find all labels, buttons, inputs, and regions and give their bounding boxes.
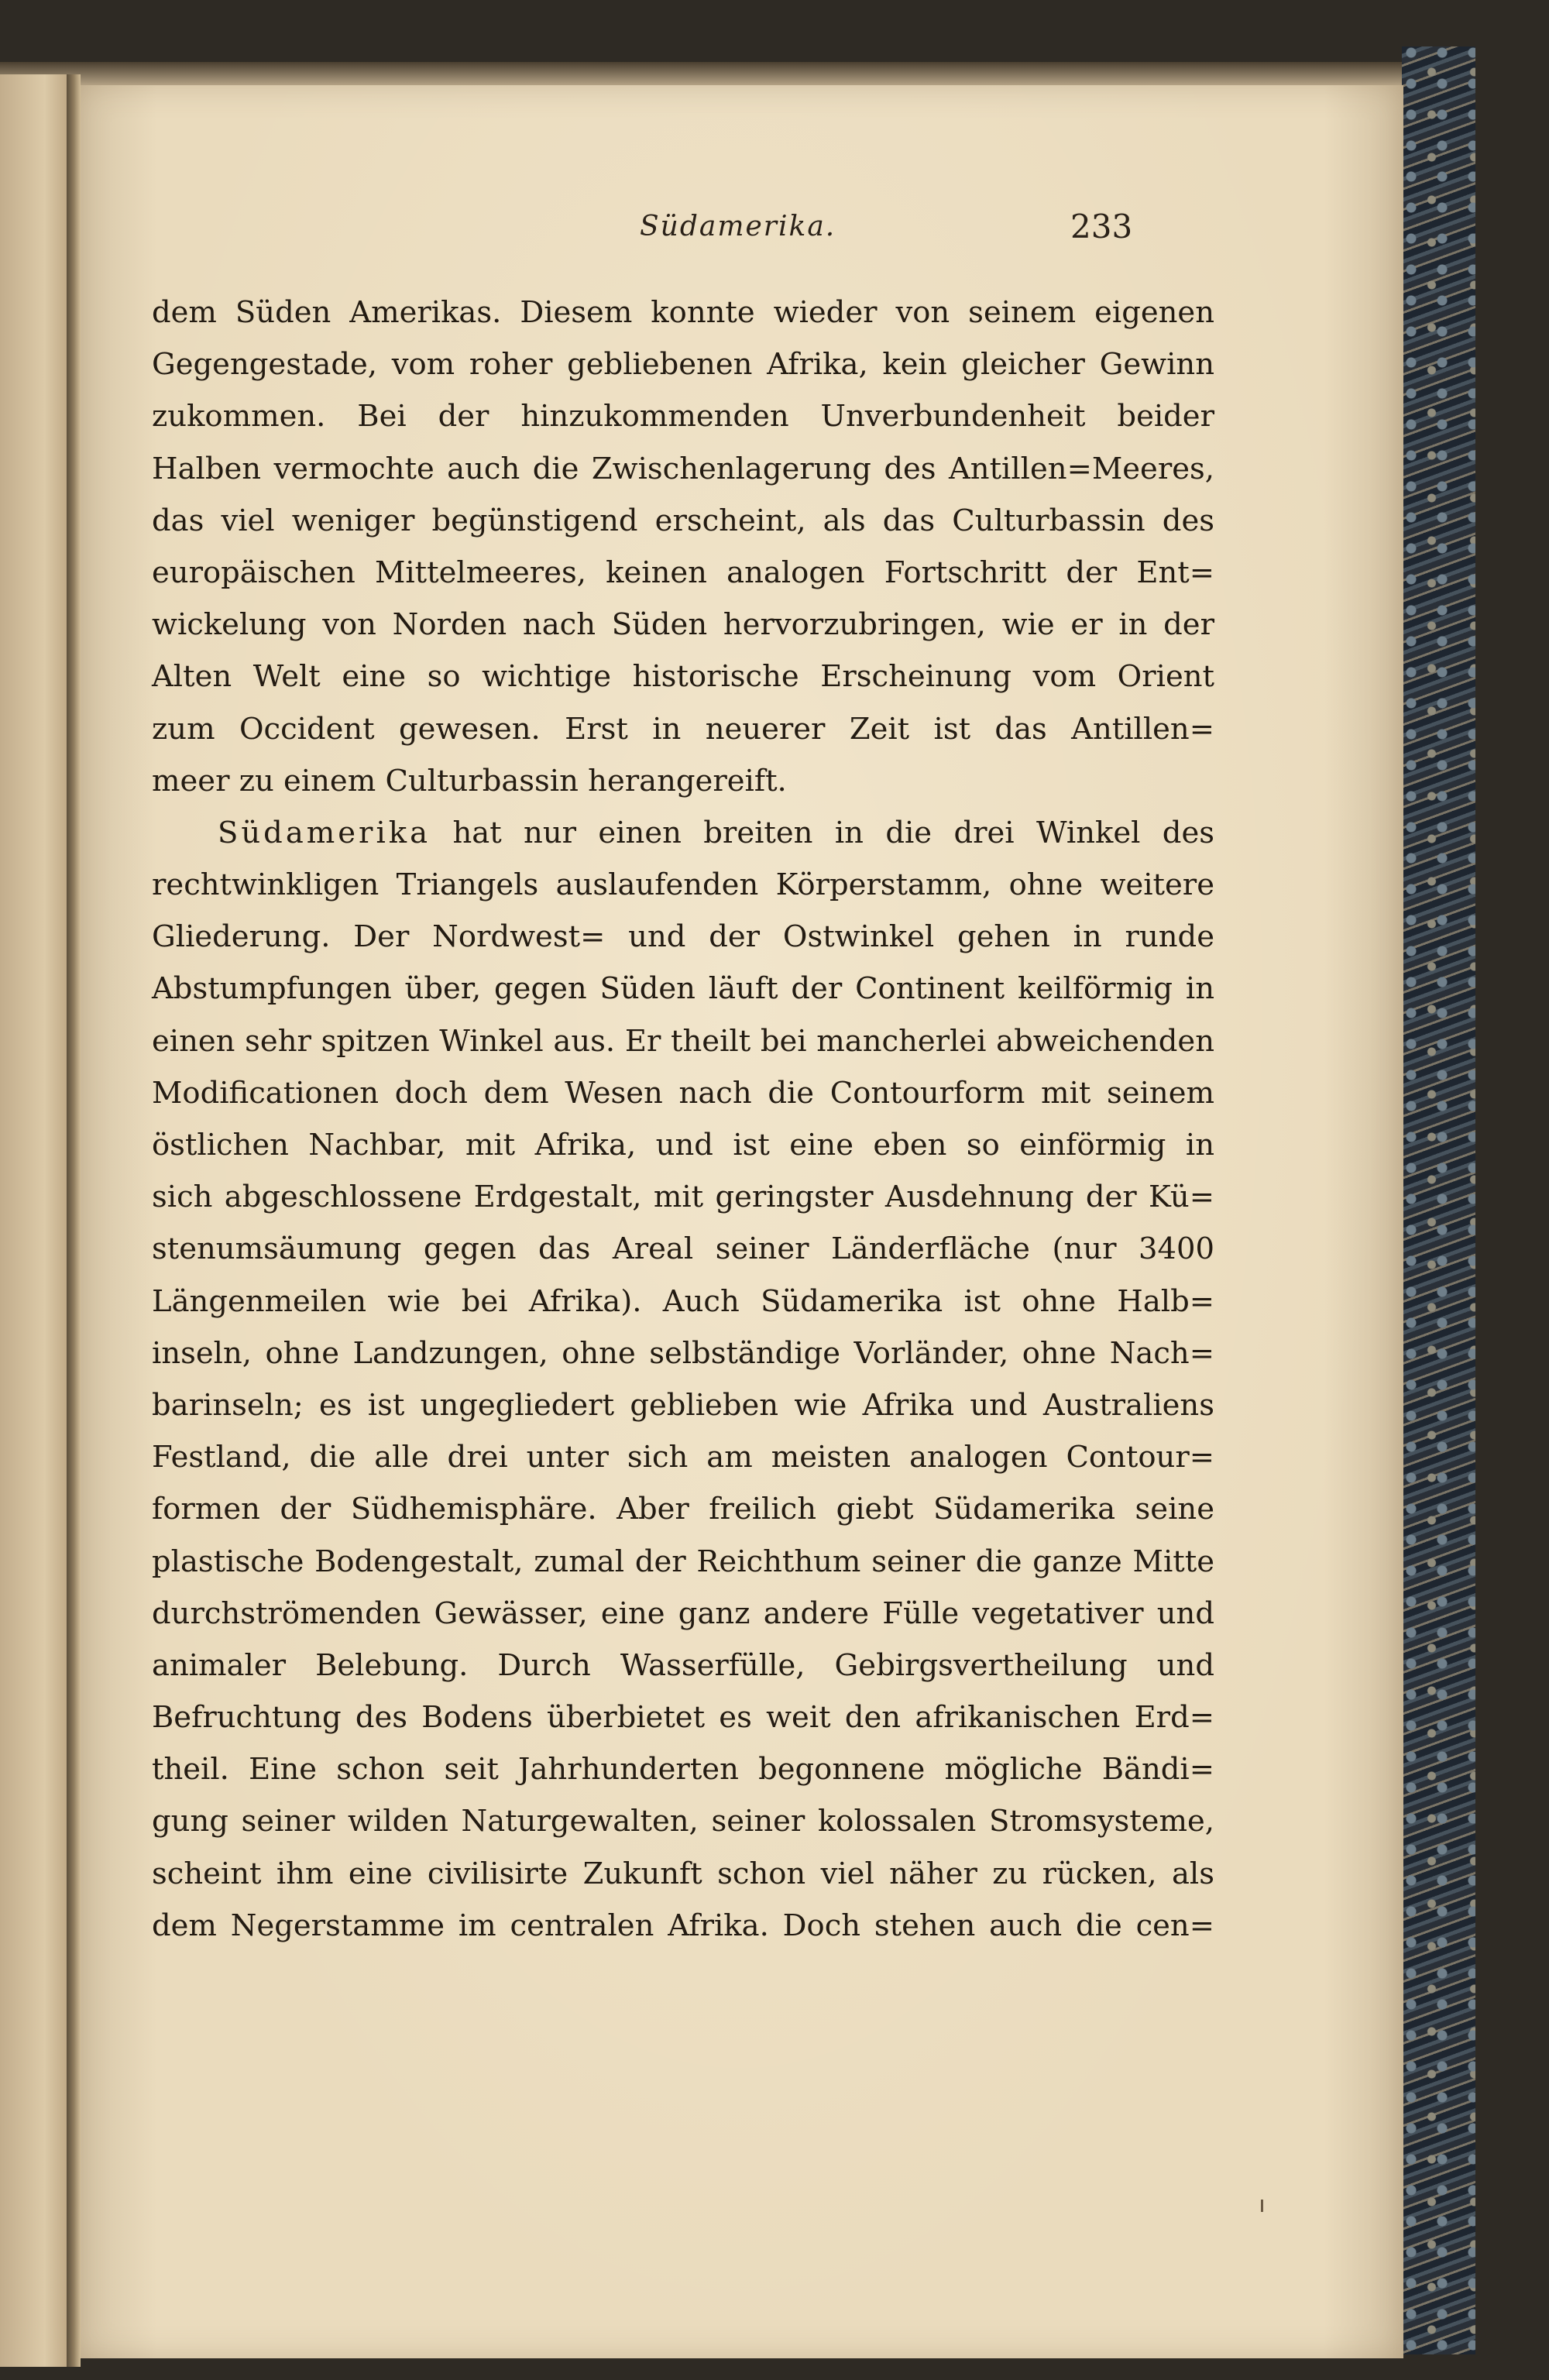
- text-line: rechtwinkligen Triangels auslaufenden Körperstamm, ohne weitere: [152, 867, 1214, 903]
- text-line: östlichen Nachbar, mit Afrika, und ist eine eben so einförmig in: [152, 1128, 1214, 1163]
- book-top-edge: [0, 62, 1441, 85]
- text-line: formen der Südhemisphäre. Aber freilich giebt Südamerika seine: [152, 1492, 1214, 1527]
- text-line: durchströmenden Gewässer, eine ganz andere Fülle vegetativer und: [152, 1595, 1214, 1631]
- text-line: wickelung von Norden nach Süden hervorzubringen, wie er in der: [152, 607, 1214, 643]
- text-line: einen sehr spitzen Winkel aus. Er theilt bei mancherlei abweichenden: [152, 1023, 1214, 1059]
- text-line: sich abgeschlossene Erdgestalt, mit geringster Ausdehnung der Kü=: [152, 1180, 1214, 1215]
- text-line: dem Negerstamme im centralen Afrika. Doch stehen auch die cen=: [152, 1908, 1214, 1943]
- page-speck: [1261, 2200, 1263, 2212]
- facing-page-edge: [0, 74, 74, 2367]
- running-head-title: Südamerika.: [640, 211, 836, 242]
- text-line: theil. Eine schon seit Jahrhunderten begonnene mögliche Bändi=: [152, 1752, 1214, 1788]
- text-line: Halben vermochte auch die Zwischenlagerung des Antillen=Meeres,: [152, 451, 1214, 486]
- marbled-cover: [1402, 46, 1475, 2354]
- text-line: animaler Belebung. Durch Wasserfülle, Gebirgsvertheilung und: [152, 1647, 1214, 1683]
- text-line: Festland, die alle drei unter sich am meisten analogen Contour=: [152, 1440, 1214, 1475]
- text-line: Längenmeilen wie bei Afrika). Auch Südamerika ist ohne Halb=: [152, 1283, 1214, 1319]
- text-line: scheint ihm eine civilisirte Zukunft schon viel näher zu rücken, als: [152, 1856, 1214, 1891]
- text-line: europäischen Mittelmeeres, keinen analogen Fortschritt der Ent=: [152, 555, 1214, 590]
- text-line: dem Süden Amerikas. Diesem konnte wieder von seinem eigenen: [152, 295, 1214, 330]
- spaced-emphasis: Südamerika: [218, 815, 431, 850]
- text-line: plastische Bodengestalt, zumal der Reichthum seiner die ganze Mitte: [152, 1544, 1214, 1579]
- text-line: Befruchtung des Bodens überbietet es weit den afrikanischen Erd=: [152, 1700, 1214, 1736]
- text-line: Gegengestade, vom roher gebliebenen Afrika, kein gleicher Gewinn: [152, 347, 1214, 383]
- text-line: meer zu einem Culturbassin herangereift.: [152, 763, 787, 798]
- text-line: gung seiner wilden Naturgewalten, seiner kolossalen Stromsysteme,: [152, 1804, 1214, 1839]
- body-text: [152, 287, 1214, 1952]
- text-line: inseln, ohne Landzungen, ohne selbständige Vorländer, ohne Nach=: [152, 1335, 1214, 1371]
- text-line: Alten Welt eine so wichtige historische Erscheinung vom Orient: [152, 659, 1214, 695]
- text-line: stenumsäumung gegen das Areal seiner Länderfläche (nur 3400: [152, 1231, 1214, 1267]
- text-line: Modificationen doch dem Wesen nach die Contourform mit seinem: [152, 1075, 1214, 1111]
- text-line: barinseln; es ist ungegliedert geblieben wie Afrika und Australiens: [152, 1387, 1214, 1423]
- page-number: 233: [1070, 208, 1133, 246]
- text-line: das viel weniger begünstigend erscheint, als das Culturbassin des: [152, 503, 1214, 538]
- book-gutter: [67, 74, 81, 2367]
- text-line: zukommen. Bei der hinzukommenden Unverbundenheit beider: [152, 399, 1214, 434]
- text-line: Gliederung. Der Nordwest= und der Ostwinkel gehen in runde: [152, 919, 1214, 955]
- paragraph-start-line: [152, 807, 1214, 859]
- text-line-rest: hat nur einen breiten in die drei Winkel des: [452, 815, 1214, 850]
- text-line: Abstumpfungen über, gegen Süden läuft der Continent keilförmig in: [152, 971, 1214, 1007]
- text-line: zum Occident gewesen. Erst in neuerer Zeit ist das Antillen=: [152, 711, 1214, 747]
